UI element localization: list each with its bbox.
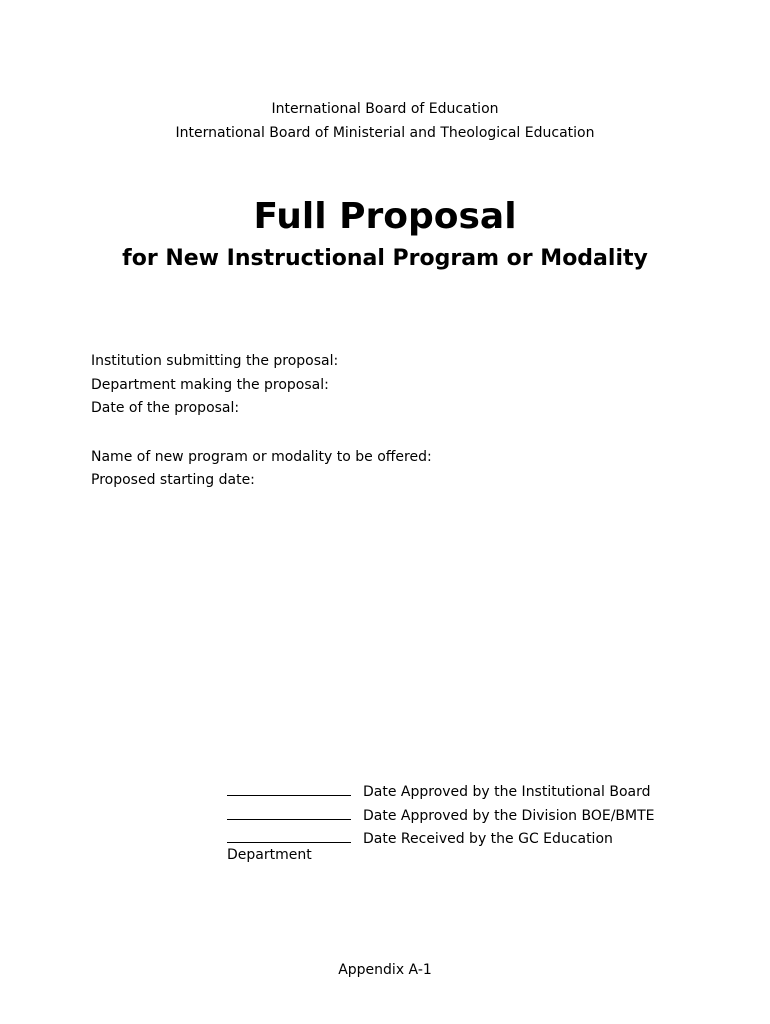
approval-label: Date Approved by the Institutional Board (363, 784, 651, 800)
field-department-label: Department making the proposal: (91, 377, 329, 393)
approval-label: Date Received by the GC Education (363, 831, 613, 847)
field-date-label: Date of the proposal: (91, 400, 240, 416)
document-title: Full Proposal (253, 196, 517, 237)
approval-label: Date Approved by the Division BOE/BMTE (363, 808, 655, 824)
appendix-footer: Appendix A-1 (338, 962, 432, 978)
approval-row-institutional-board (227, 782, 650, 801)
field-institution-label: Institution submitting the proposal: (91, 353, 339, 369)
signature-blank-line (227, 806, 351, 820)
approval-label-continuation: Department (227, 847, 312, 863)
approval-row-division (227, 806, 655, 825)
field-program-name-label: Name of new program or modality to be offered: (91, 449, 432, 465)
org-line-2: International Board of Ministerial and Theological Education (175, 125, 595, 141)
signature-blank-line (227, 829, 351, 843)
org-line-1: International Board of Education (271, 101, 499, 117)
field-start-date-label: Proposed starting date: (91, 472, 255, 488)
signature-blank-line (227, 782, 351, 796)
document-subtitle: for New Instructional Program or Modality (122, 246, 648, 271)
